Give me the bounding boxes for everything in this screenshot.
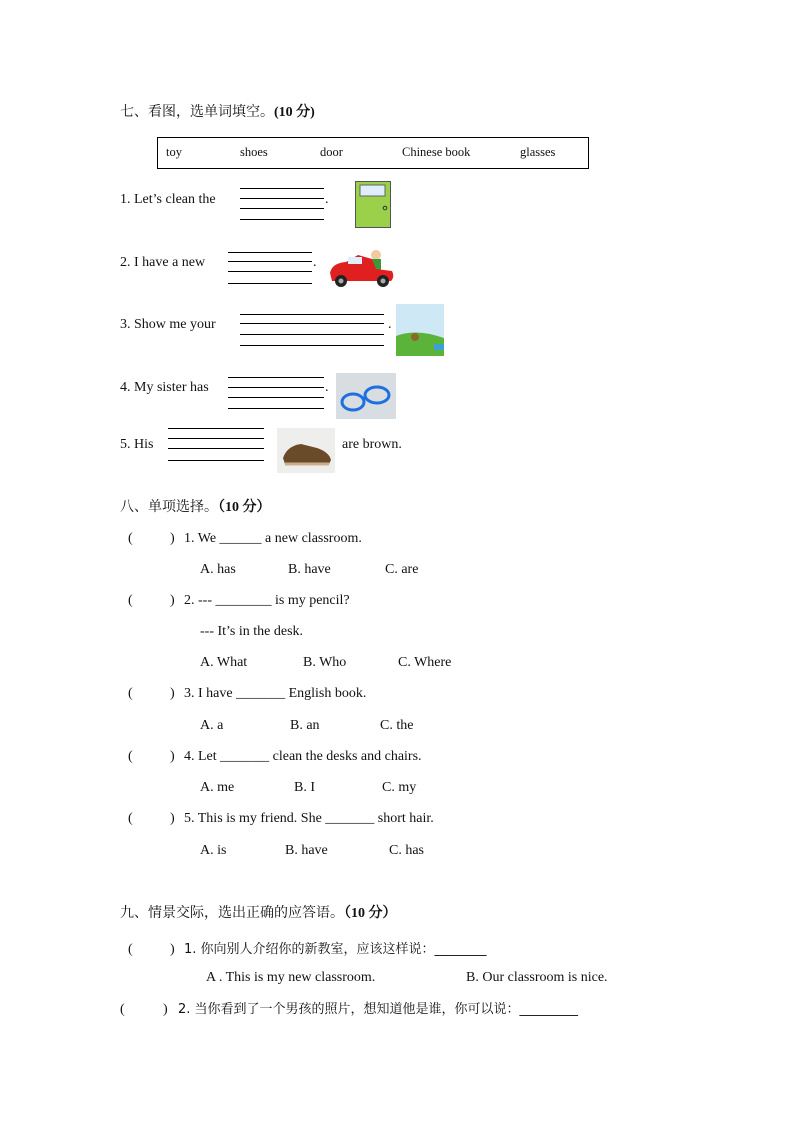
answer-paren-close: ) xyxy=(170,749,175,764)
sentence-end: . xyxy=(325,380,329,395)
question-text: 3. I have _______ English book. xyxy=(184,686,367,701)
word-bank-item: door xyxy=(320,145,343,159)
answer-line[interactable] xyxy=(228,261,312,262)
answer-paren-close: ) xyxy=(170,593,175,608)
answer-paren-close: ) xyxy=(170,942,175,957)
word-bank-item: toy xyxy=(166,145,182,159)
answer-paren[interactable]: ( xyxy=(128,749,133,764)
question-reply: --- It’s in the desk. xyxy=(200,624,304,639)
sentence-end: . xyxy=(313,255,317,270)
option-b: B. have xyxy=(285,843,328,858)
fill-question-1: 1. Let’s clean the xyxy=(120,192,216,207)
question-text: 5. This is my friend. She _______ short hair. xyxy=(184,811,434,826)
section-title-text: 九、情景交际，选出正确的应答语。 xyxy=(120,905,344,921)
question-text: 4. Let _______ clean the desks and chairs. xyxy=(184,749,422,764)
word-bank xyxy=(157,137,589,169)
answer-line[interactable] xyxy=(240,314,384,315)
answer-line[interactable] xyxy=(168,428,264,429)
section-title-text: 七、看图，选单词填空。 xyxy=(120,104,274,120)
section-7-title xyxy=(120,104,315,121)
option-b: B. I xyxy=(294,780,315,795)
fill-question-3: 3. Show me your xyxy=(120,317,216,332)
option-c: C. are xyxy=(385,562,419,577)
option-b: B. an xyxy=(290,718,320,733)
answer-line[interactable] xyxy=(228,271,312,272)
fill-question-5: 5. His xyxy=(120,437,154,452)
answer-paren[interactable]: ( xyxy=(128,593,133,608)
answer-line[interactable] xyxy=(228,252,312,253)
option-a: A. me xyxy=(200,780,235,795)
answer-paren[interactable]: ( xyxy=(128,811,133,826)
answer-line[interactable] xyxy=(228,397,324,398)
sentence-end: . xyxy=(388,317,392,332)
question-text: 2. --- ________ is my pencil? xyxy=(184,593,350,608)
question-text: 1. We ______ a new classroom. xyxy=(184,531,362,546)
section-9-title xyxy=(120,905,397,922)
option-a: A. What xyxy=(200,655,248,670)
answer-paren[interactable]: ( xyxy=(128,531,133,546)
answer-paren[interactable]: ( xyxy=(120,1002,125,1017)
section-score: （10 分） xyxy=(218,500,271,515)
option-a: A. a xyxy=(200,718,224,733)
sentence-end: are brown. xyxy=(342,437,402,452)
option-a: A . This is my new classroom. xyxy=(206,970,376,985)
option-b: B. Who xyxy=(303,655,347,670)
door-image xyxy=(355,181,391,228)
sentence-end: . xyxy=(325,192,329,207)
answer-line[interactable] xyxy=(240,219,324,220)
section-score: （10 分） xyxy=(344,906,397,921)
option-c: C. Where xyxy=(398,655,452,670)
option-c: C. the xyxy=(380,718,414,733)
answer-paren-close: ) xyxy=(170,686,175,701)
answer-line[interactable] xyxy=(228,283,312,284)
answer-paren-close: ) xyxy=(170,811,175,826)
word-bank-item: shoes xyxy=(240,145,268,159)
question-text: 1. 你向别人介绍你的新教室，应该这样说：________ xyxy=(184,942,487,957)
option-a: A. is xyxy=(200,843,227,858)
section-title-text: 八、单项选择。 xyxy=(120,499,218,515)
answer-line[interactable] xyxy=(168,438,264,439)
answer-line[interactable] xyxy=(240,188,324,189)
fill-question-4: 4. My sister has xyxy=(120,380,209,395)
answer-paren[interactable]: ( xyxy=(128,686,133,701)
answer-line[interactable] xyxy=(228,387,324,388)
glasses-image xyxy=(336,373,396,419)
answer-paren-close: ) xyxy=(163,1002,168,1017)
answer-line[interactable] xyxy=(240,198,324,199)
answer-line[interactable] xyxy=(240,323,384,324)
section-8-title xyxy=(120,499,271,516)
shoes-image xyxy=(277,428,335,473)
answer-line[interactable] xyxy=(168,448,264,449)
book-cover-image xyxy=(396,304,444,356)
question-text: 2. 当你看到了一个男孩的照片，想知道他是谁，你可以说：_________ xyxy=(178,1002,579,1017)
answer-line[interactable] xyxy=(228,377,324,378)
option-c: C. has xyxy=(389,843,424,858)
answer-line[interactable] xyxy=(240,345,384,346)
answer-paren[interactable]: ( xyxy=(128,942,133,957)
answer-line[interactable] xyxy=(228,408,324,409)
word-bank-item: Chinese book xyxy=(402,145,471,159)
answer-line[interactable] xyxy=(240,208,324,209)
word-bank-item: glasses xyxy=(520,145,556,159)
option-b: B. have xyxy=(288,562,331,577)
section-score: (10 分) xyxy=(274,105,315,120)
fill-question-2: 2. I have a new xyxy=(120,255,206,270)
answer-paren-close: ) xyxy=(170,531,175,546)
answer-line[interactable] xyxy=(240,334,384,335)
option-a: A. has xyxy=(200,562,236,577)
option-b: B. Our classroom is nice. xyxy=(466,970,608,985)
toy-car-image xyxy=(328,247,396,289)
option-c: C. my xyxy=(382,780,417,795)
answer-line[interactable] xyxy=(168,460,264,461)
